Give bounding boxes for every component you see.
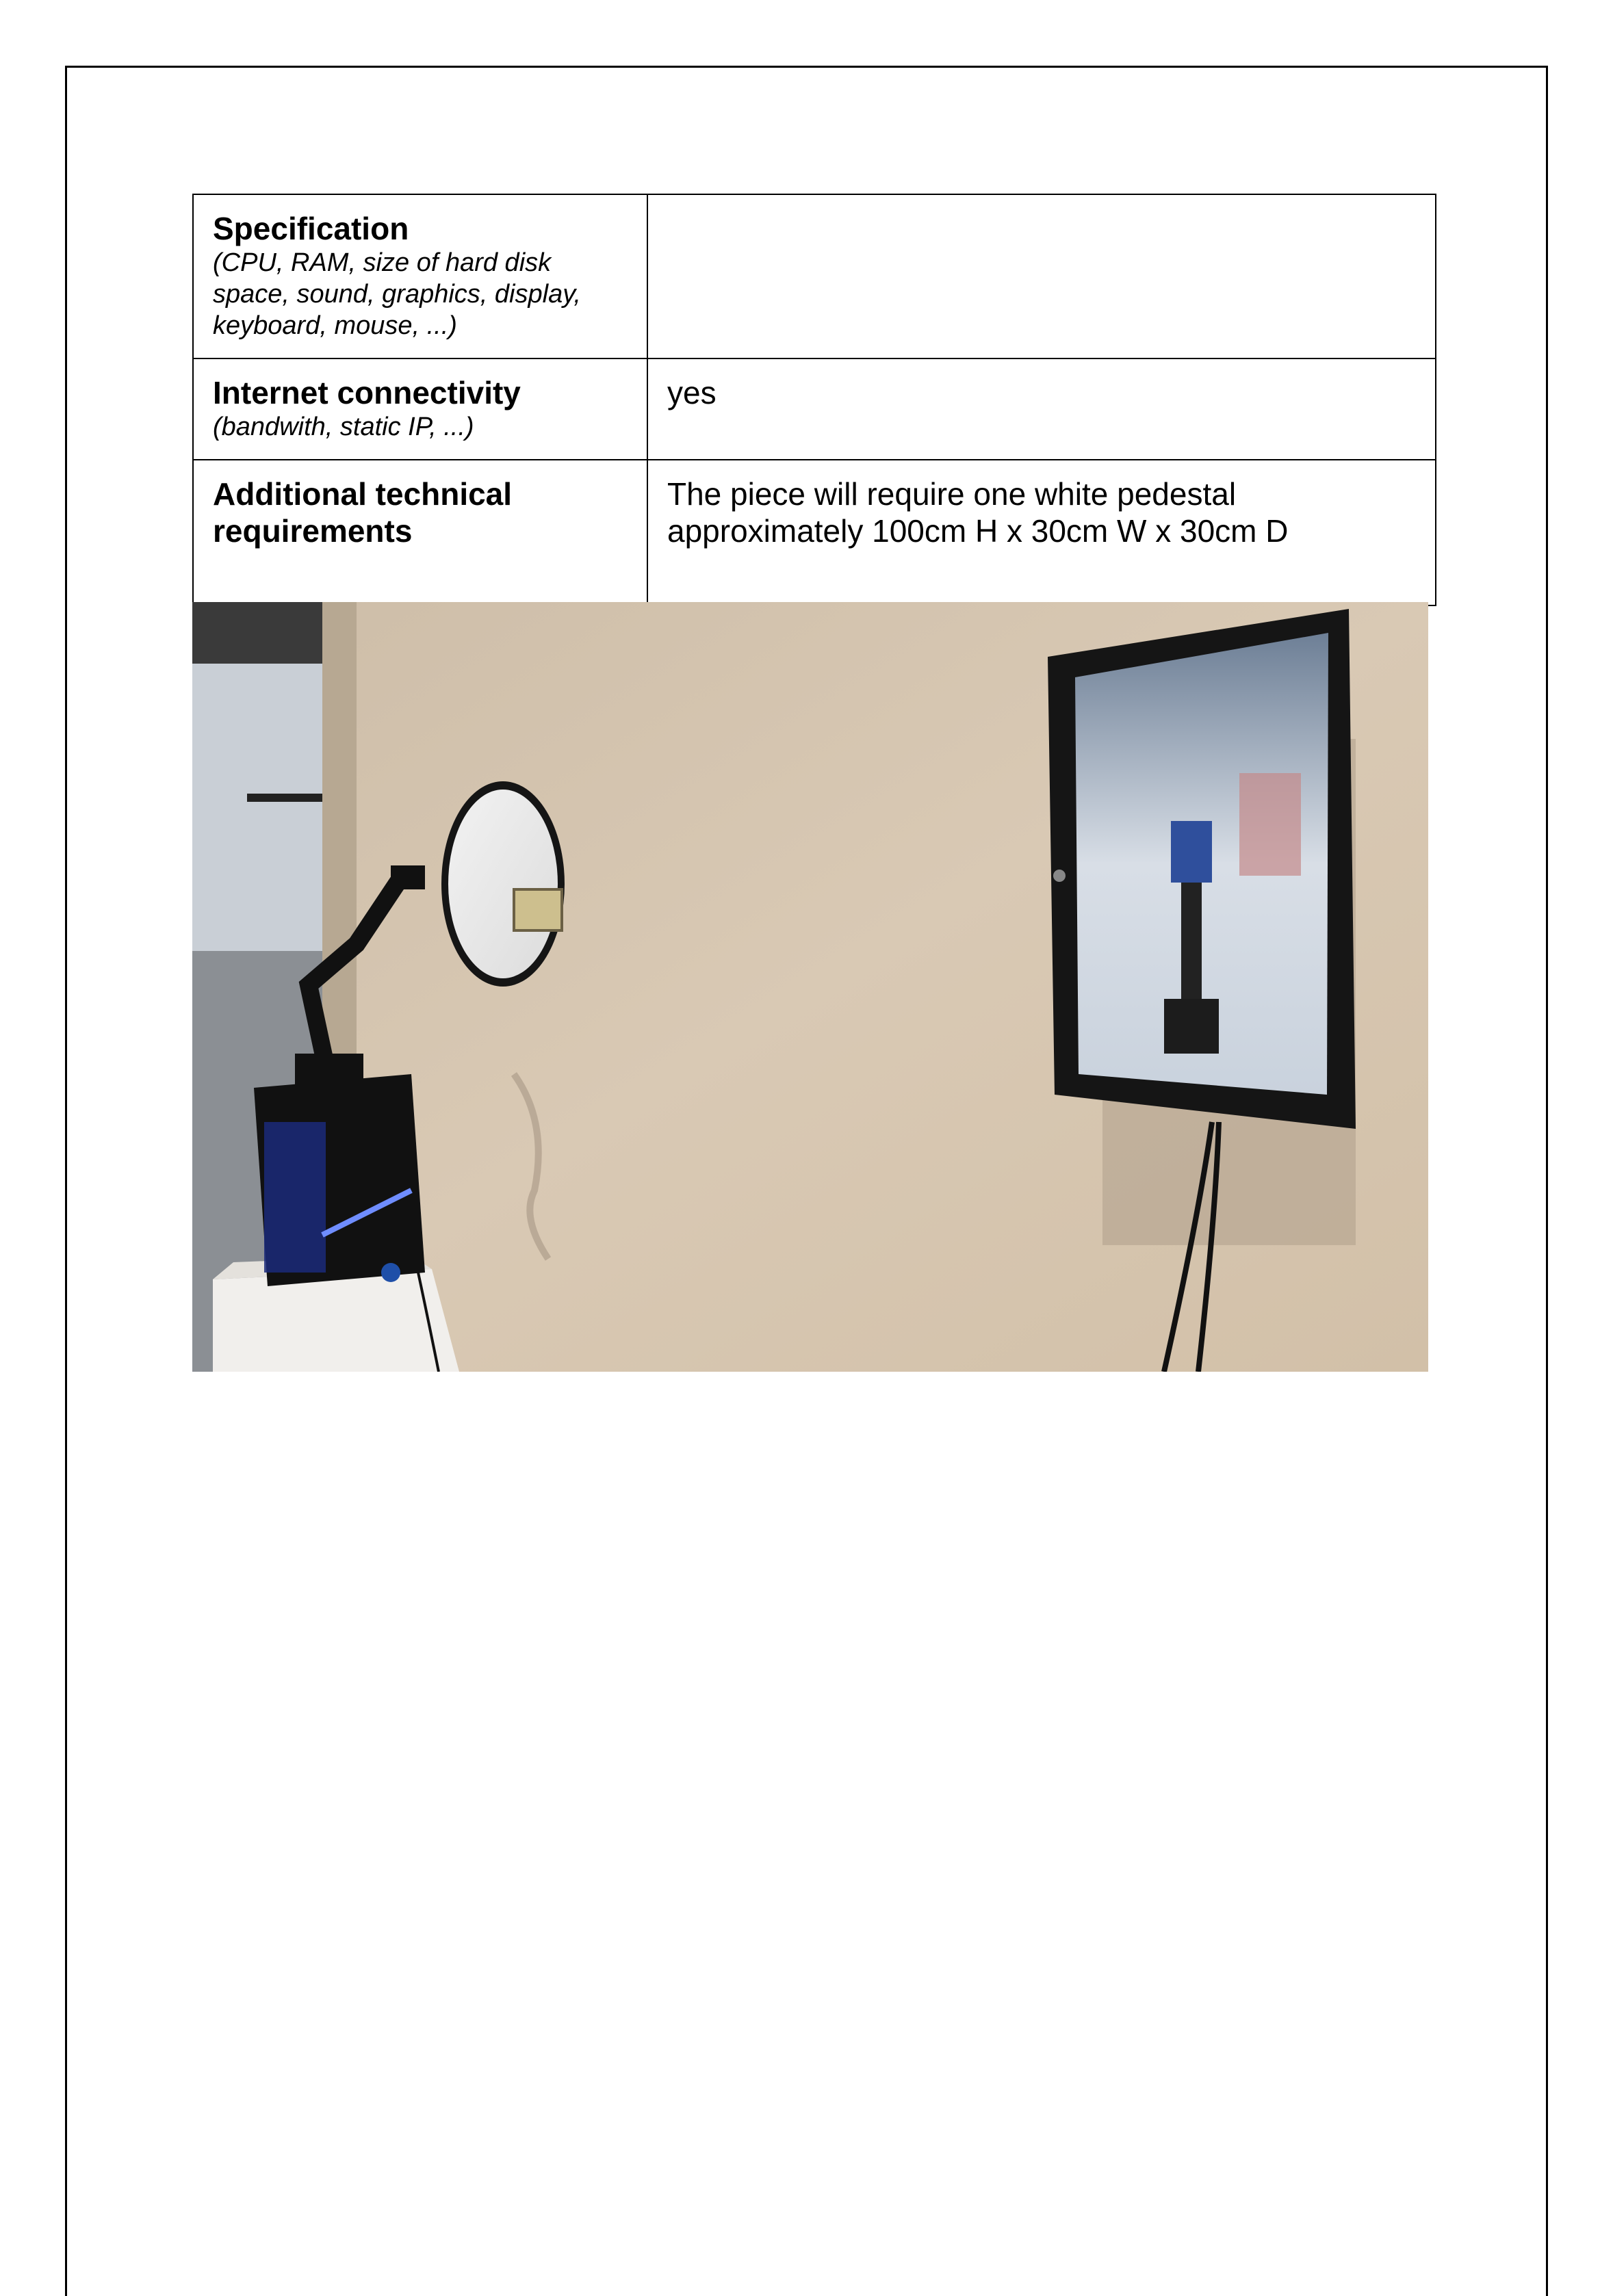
row-label-cell (193, 194, 647, 358)
round-mirror (441, 781, 565, 987)
row-value: The piece will require one white pedestal approximately 100cm H x 30cm W x 30cm D (667, 476, 1289, 549)
row-value-cell (647, 460, 1436, 605)
table-row (193, 194, 1436, 358)
row-value: yes (667, 375, 717, 410)
row-label: Specification (213, 211, 409, 246)
computer-tower (254, 1074, 425, 1286)
row-label: Internet connectivity (213, 375, 521, 410)
technical-spec-table (192, 194, 1436, 606)
row-value-cell (647, 358, 1436, 460)
table-row (193, 460, 1436, 605)
row-value-cell (647, 194, 1436, 358)
row-sublabel: (CPU, RAM, size of hard disk space, sound, graphics, display, keyboard, mouse, ...) (213, 248, 581, 340)
table-row (193, 358, 1436, 460)
installation-photo (192, 602, 1428, 1372)
row-label-cell (193, 460, 647, 605)
wall-monitor (1048, 609, 1356, 1129)
row-label: Additional technical requirements (213, 476, 513, 549)
row-sublabel: (bandwith, static IP, ...) (213, 413, 474, 441)
row-label-cell (193, 358, 647, 460)
